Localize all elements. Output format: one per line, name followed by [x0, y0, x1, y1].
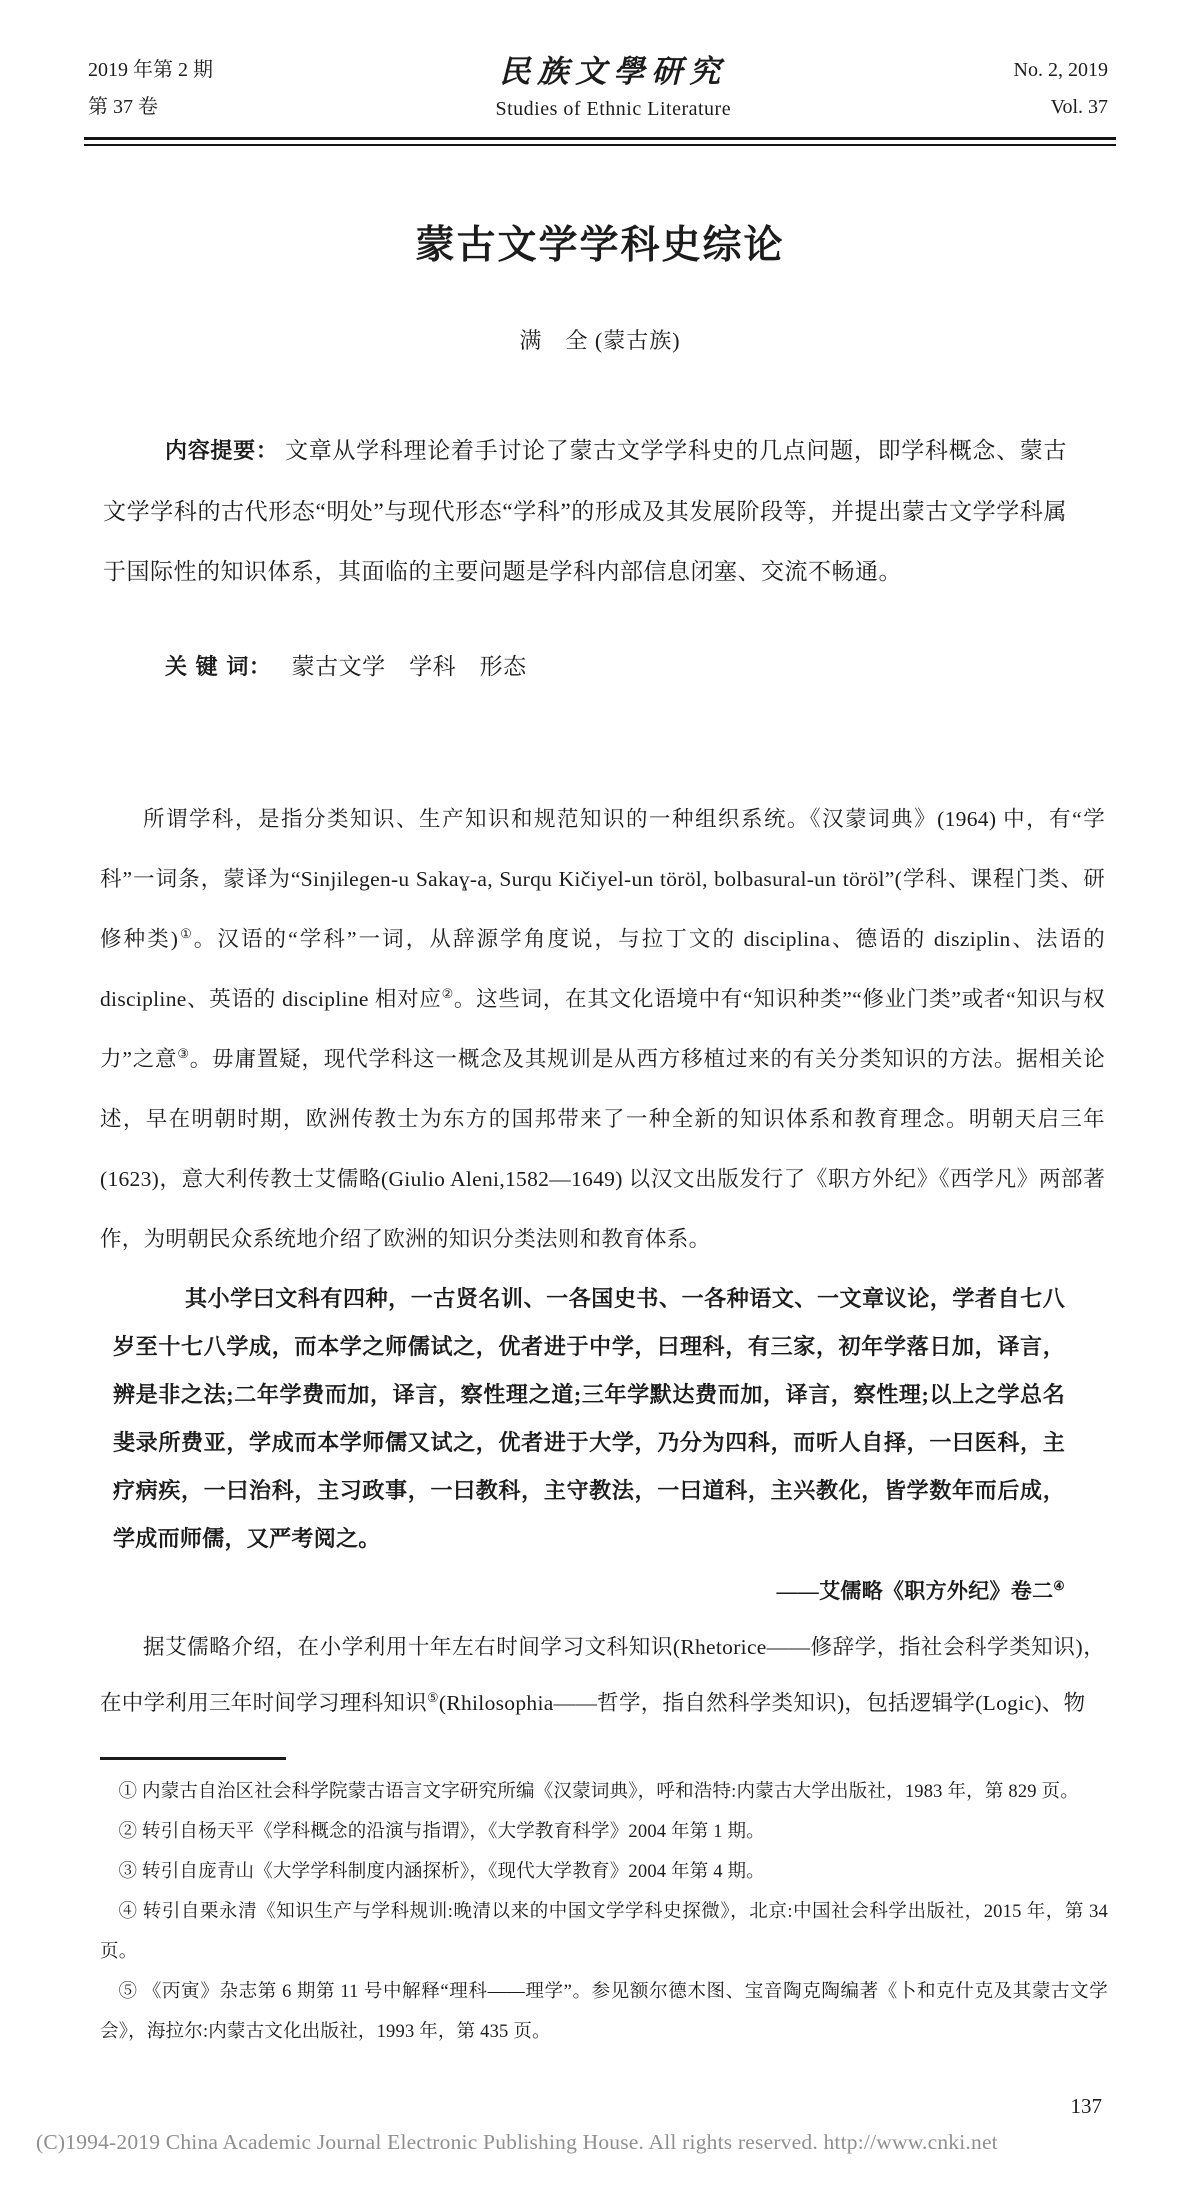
footnote-item: ③ 转引自庞青山《大学学科制度内涵探析》，《现代大学教育》2004 年第 4 期。	[118, 1862, 765, 1882]
issue-zh: 2019 年第 2 期	[88, 59, 213, 81]
volume-zh: 第 37 卷	[88, 96, 158, 118]
journal-name-zh: 民族文學研究	[499, 54, 728, 90]
footnote-item: ⑤ 《丙寅》杂志第 6 期第 11 号中解释“理科——理学”。参见额尔德木图、宝音陶克陶编著《卜和克什克及其蒙古文学会》，海拉尔:内蒙古文化出版社，1993 年，第 435 页。	[100, 1982, 1108, 2042]
keywords-line	[165, 648, 1067, 681]
abstract-text: 文章从学科理论着手讨论了蒙古文学学科史的几点问题，即学科概念、蒙古文学学科的古代形态“明处”与现代形态“学科”的形成及其发展阶段等，并提出蒙古文学学科属于国际性的知识体系，其面临的主要问题是学科内部信息闭塞、交流不畅通。	[103, 438, 1068, 584]
issue-en: No. 2, 2019	[1013, 59, 1108, 81]
abstract-label: 内容提要：	[165, 439, 279, 464]
keywords-label: 关 键 词：	[165, 655, 272, 680]
footnote-divider	[100, 1757, 286, 1760]
journal-name-en: Studies of Ethnic Literature	[495, 98, 732, 120]
footnote-item: ② 转引自杨天平《学科概念的沿演与指谓》，《大学教育科学》2004 年第 1 期。	[118, 1822, 765, 1842]
footnote-list	[100, 1772, 1108, 2052]
quote-attribution: ——艾儒略《职方外纪》卷二④	[776, 1579, 1065, 1603]
article-author: 满 全 (蒙古族)	[519, 328, 681, 353]
scanned-paper-page	[0, 52, 1200, 2202]
block-quote: 其小学曰文科有四种，一古贤名训、一各国史书、一各种语文、一文章议论，学者自七八岁至十七八学成，而本学之师儒试之，优者进于中学，曰理科，有三家，初年学落日加，译言，辨是非之法;二年学费而加，译言，察性理之道;三年学默达费而加，译言，察性理;以上之学总名斐录所费亚，学成而本学师儒又试之，优者进于大学，乃分为四科，而听人自择，一曰医科，主疗病疾，一曰治科，主习政事，一曰教科，主守教法，一曰道科，主兴教化，皆学数年而后成，学成而师儒，又严考阅之。	[113, 1286, 1065, 1551]
footnote-item: ① 内蒙古自治区社会科学院蒙古语言文字研究所编《汉蒙词典》，呼和浩特:内蒙古大学出版社，1983 年，第 829 页。	[118, 1782, 1079, 1802]
header-issue-volume-zh	[88, 52, 213, 126]
abstract-paragraph	[103, 421, 1067, 602]
article-title: 蒙古文学学科史综论	[415, 223, 785, 268]
body-paragraph-1: 所谓学科，是指分类知识、生产知识和规范知识的一种组织系统。《汉蒙词典》(1964) 中，有“学科”一词条，蒙译为“Sinjilegen-u Sakaɣ-a, Surqu Kičiyel-un töröl, bolbasural-un töröl”(学科、课程门类、研修种类)①。汉语的“学科”一词，从辞源学角度说，与拉丁文的 disciplina、德语的 disziplin、法语的 discipline、英语的 discipline 相对应②。这些词，在其文化语境中有“知识种类”“修业门类”或者“知识与权力”之意③。毋庸置疑，现代学科这一概念及其规训是从西方移植过来的有关分类知识的方法。据相关论述，早在明朝时期，欧洲传教士为东方的国邦带来了一种全新的知识体系和教育理念。明朝天启三年(1623)，意大利传教士艾儒略(Giulio Aleni,1582—1649) 以汉文出版发行了《职方外纪》《西学凡》两部著作，为明朝民众系统地介绍了欧洲的知识分类法则和教育体系。	[100, 807, 1106, 1251]
footnote-item: ④ 转引自栗永清《知识生产与学科规训:晚清以来的中国文学学科史探微》，北京:中国社会科学出版社，2015 年，第 34 页。	[100, 1902, 1108, 1962]
body-paragraph-2: 据艾儒略介绍，在小学利用十年左右时间学习文科知识(Rhetorice——修辞学，指社会科学类知识)，在中学利用三年时间学习理科知识⑤(Rhilosophia——哲学，指自然科学类知识)，包括逻辑学(Logic)、物	[100, 1635, 1105, 1715]
header-issue-volume-en	[1014, 52, 1108, 126]
journal-header	[88, 52, 1108, 126]
copyright-notice: (C)1994-2019 China Academic Journal Electronic Publishing House. All rights reserved. http://www.cnki.net	[36, 2130, 998, 2154]
volume-en: Vol. 37	[1050, 96, 1108, 118]
keywords-text: 蒙古文学 学科 形态	[291, 654, 527, 679]
page-number: 137	[1070, 2094, 1102, 2118]
header-double-rule	[84, 137, 1116, 146]
journal-name-block	[495, 52, 731, 126]
